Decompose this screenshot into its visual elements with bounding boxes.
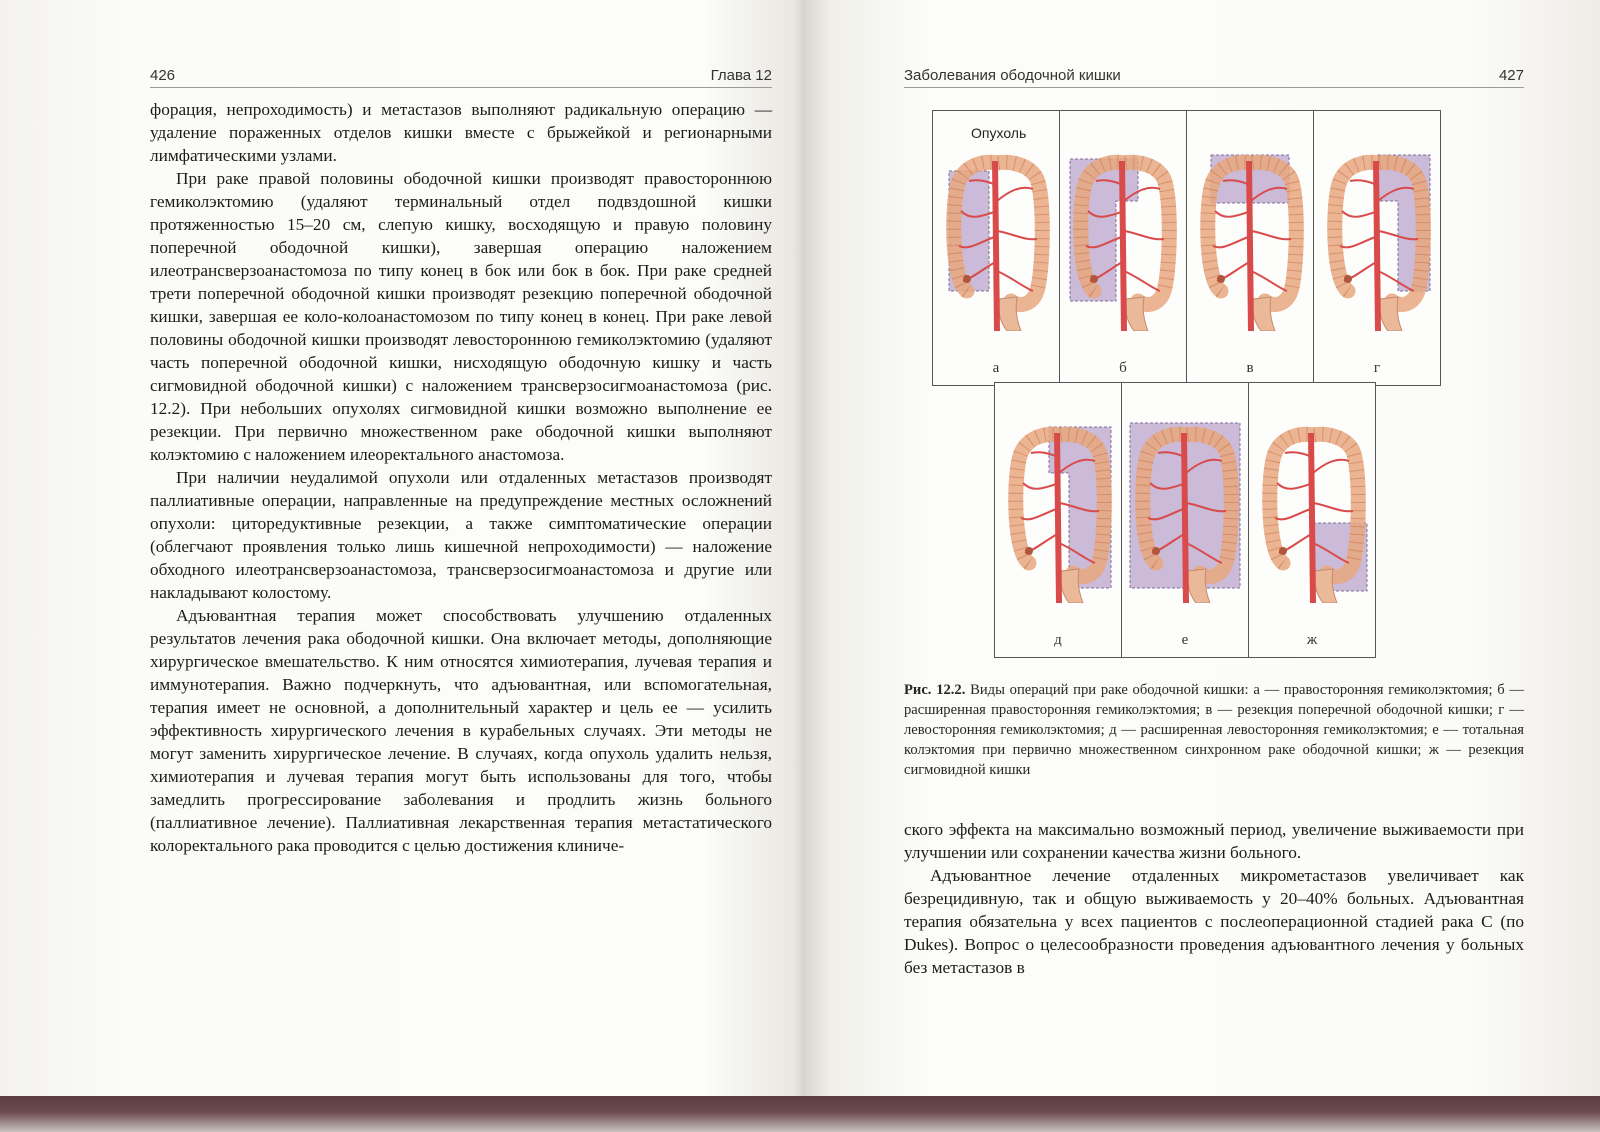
vessel-branch <box>1021 508 1059 519</box>
tumor-node <box>1344 275 1352 283</box>
vessel-branch <box>1124 231 1164 239</box>
panel-label: ж <box>1306 632 1318 648</box>
tumor-node <box>1217 275 1225 283</box>
vessel-branch <box>1313 503 1353 511</box>
right-paragraph: Адъювантное лечение отдаленных микрометастазов увеличивает как безрецидивную, так и общую выживаемость у 20–40% больных. Адъювантная терапия обязательна у всех пациентов с послеоперационной стадией рака С (по Dukes). Вопрос о целесообразности проведения адъювантного лечения у больных без метастазов в <box>904 866 1524 977</box>
figure-12-2 <box>904 110 1524 670</box>
scan-edge <box>0 1096 1600 1132</box>
right-paragraph: ского эффекта на максимально возможный период, увеличение выживаемости при улучшении или сохранении качества жизни больного. <box>904 820 1524 862</box>
left-chapter-title: Глава 12 <box>710 67 772 84</box>
right-page <box>904 60 1524 88</box>
figure-panel-e <box>1121 382 1249 658</box>
right-section-title: Заболевания ободочной кишки <box>904 67 1121 84</box>
colon-diagram-icon <box>1191 141 1309 331</box>
colon-diagram-icon <box>1253 413 1371 603</box>
panel-label: г <box>1373 360 1381 376</box>
tumor-node <box>1025 547 1033 555</box>
left-paragraph: При наличии неудалимой опухоли или отдаленных метастазов производят паллиативные операции, направленные на предупреждение местных осложнений опухоли: циторедуктивные резекции, а также симптоматические операции (облегчают проявления только лишь кишечной непроходимости) — наложение обходного илеотрансверзоанастомоза, трансверзосигмоанастомоза и другие или накладывают колостому. <box>150 468 772 602</box>
figure-panel-v <box>1186 110 1314 386</box>
left-page-number: 426 <box>150 67 176 84</box>
panel-label: в <box>1246 360 1254 376</box>
right-body <box>904 818 1524 979</box>
vessel-branch <box>1251 271 1287 291</box>
figure-panel-g <box>1313 110 1441 386</box>
left-paragraph: Адъювантная терапия может способствовать улучшению отдаленных результатов лечения рака ободочной кишки. Она включает методы, дополняющие хирургическое вмешательство. К ним относятся химиотерапия, лучевая терапия и иммунотерапия. Важно подчеркнуть, что адъювантная, или вспомогательная, терапия имеет не основной, а дополнительный характер и цель ее — усилить эффективность хирургического лечения в курабельных случаях. Эти методы не могут заменить хирургическое лечение. В случаях, когда опухоль удалить нельзя, химиотерапия и лучевая терапия могут быть использованы для того, чтобы замедлить прогрессирование заболевания и продлить жизнь больного (паллиативное лечение). Паллиативная лекарственная терапия метастатического колоректального рака проводится с целью достижения клиниче- <box>150 606 772 855</box>
tumor-node <box>1279 547 1287 555</box>
vessel-branch <box>1275 508 1313 519</box>
vessel-branch <box>1215 211 1251 217</box>
vessel-branch <box>1313 460 1349 473</box>
left-running-head <box>150 60 772 88</box>
left-body <box>150 98 772 857</box>
panel-label: а <box>992 360 1000 376</box>
tumor-node <box>1152 547 1160 555</box>
vessel-branch <box>997 188 1033 201</box>
tumor-label: Опухоль <box>971 125 1027 141</box>
vessel-branch <box>1023 483 1059 489</box>
vessel-branch <box>1213 236 1251 247</box>
vessel-branch <box>997 271 1033 291</box>
vessel-branch <box>1340 236 1378 247</box>
right-page-number: 427 <box>1498 67 1524 84</box>
vessel-branch <box>1251 231 1291 239</box>
colon-diagram-icon <box>1064 141 1182 331</box>
vessel-branch <box>1277 483 1313 489</box>
vessel-branch <box>1124 271 1160 291</box>
colon-diagram-icon <box>999 413 1117 603</box>
panel-label: б <box>1119 360 1127 376</box>
caption-lead: Рис. 12.2. <box>904 682 966 698</box>
left-paragraph: При раке правой половины ободочной кишки производят правостороннюю гемиколэктомию (удаляют терминальный отдел подвздошной кишки протяженностью 15–20 см, слепую кишку, восходящую и правую половину поперечной ободочной кишки), завершая операцию наложением илеотрансверзоанастомоза по типу конец в бок или бок в бок. При раке средней трети поперечной ободочной кишки производят резекцию поперечной ободочной кишки, завершая ее коло-колоанастомозом по типу конец в конец. При раке левой половины ободочной кишки производят левостороннюю гемиколэктомию (удаляют часть поперечной ободочной кишки, нисходящую ободочную кишку и часть сигмовидной ободочной кишки) с наложением трансверзосигмоанастомоза (рис. 12.2). При небольших опухолях сигмовидной кишки возможно выполнение ее резекции. При первично множественном раке ободочной кишки выполняют колэктомию с наложением илеоректального анастомоза. <box>150 169 772 464</box>
figure-panel-zh <box>1248 382 1376 658</box>
colon-diagram-icon <box>937 141 1055 331</box>
figure-panel-a <box>932 110 1060 386</box>
panel-label: е <box>1181 632 1189 648</box>
left-paragraph: форация, непроходимость) и метастазов выполняют радикальную операцию — удаление пораженных отделов кишки вместе с брыжейкой и регионарными лимфатическими узлами. <box>150 100 772 165</box>
tumor-node <box>1090 275 1098 283</box>
figure-panel-b <box>1059 110 1187 386</box>
caption-text: Виды операций при раке ободочной кишки: а — правосторонняя гемиколэктомия; б — расширенная правосторонняя гемиколэктомия; в — резекция поперечной ободочной кишки; г — левосторонняя гемиколэктомия; д — расширенная левосторонняя гемиколэктомия; е — тотальная колэктомия при первично множественном синхронном раке ободочной кишки; ж — резекция сигмовидной кишки <box>904 682 1524 778</box>
colon-diagram-icon <box>1318 141 1436 331</box>
vessel-branch <box>997 231 1037 239</box>
figure-caption <box>904 680 1524 780</box>
left-page <box>150 60 772 857</box>
vessel-branch <box>1342 211 1378 217</box>
colon-diagram-icon <box>1126 413 1244 603</box>
right-running-head <box>904 60 1524 88</box>
tumor-node <box>963 275 971 283</box>
figure-panel-d <box>994 382 1122 658</box>
panel-label: д <box>1054 632 1062 648</box>
